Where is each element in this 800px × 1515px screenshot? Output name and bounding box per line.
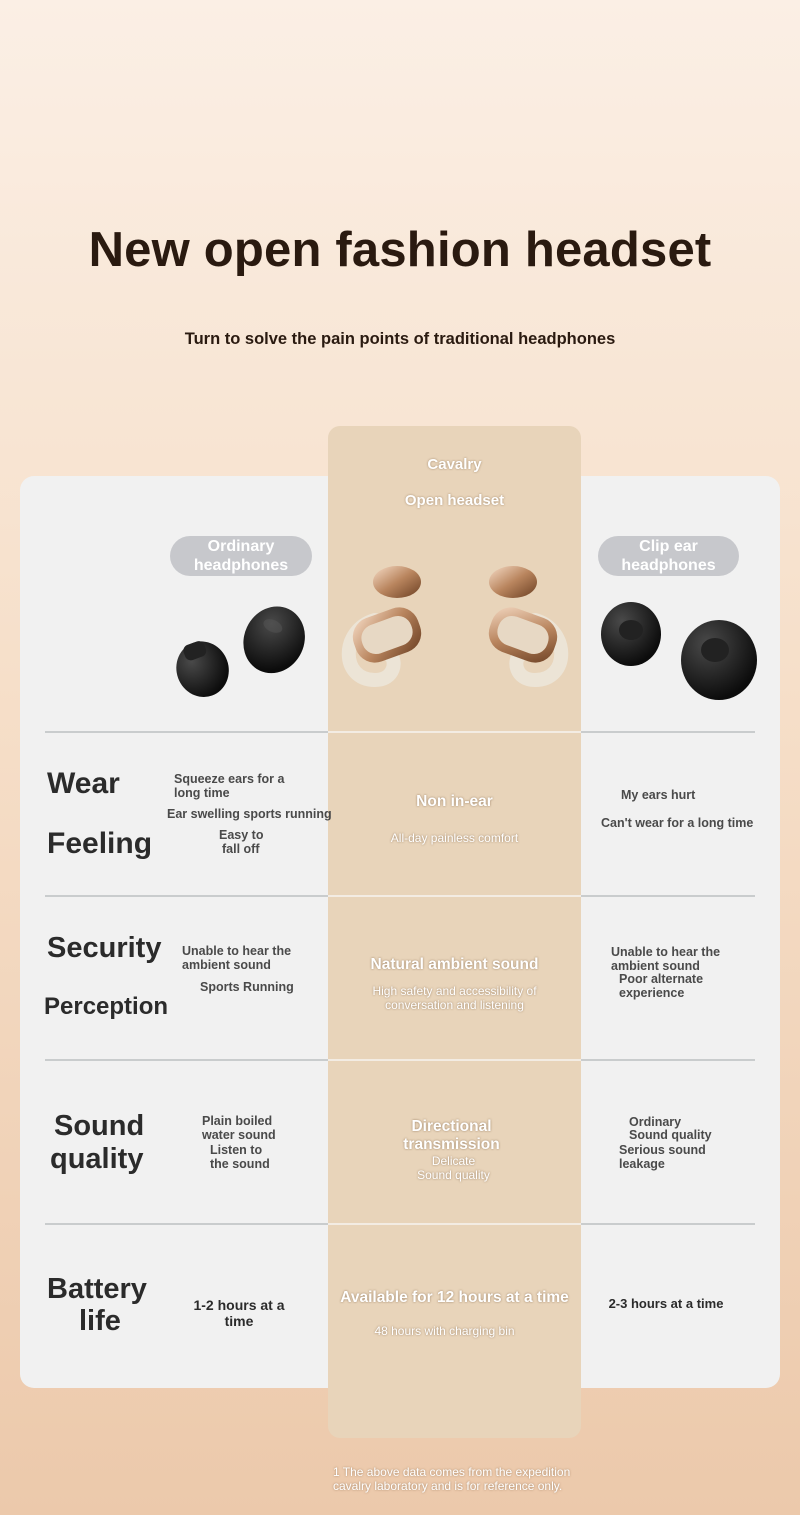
ordinary-security-text-1: Unable to hear the	[182, 944, 292, 958]
black-clip-ear-earbuds-icon	[595, 598, 765, 708]
cavalry-product-label: Open headset	[404, 492, 505, 509]
row-divider-highlight	[328, 895, 581, 897]
cavalry-security-sub-2: conversation and listening	[385, 998, 524, 1012]
ordinary-security-text-3: Sports Running	[200, 980, 294, 994]
cavalry-brand-label: Cavalry	[427, 456, 482, 473]
row-label-wear: Wear	[47, 767, 120, 800]
ordinary-headphones-tag	[170, 536, 312, 576]
clip-tag-line1: Clip ear	[639, 538, 698, 555]
cavalry-sound-sub-1: Delicate	[431, 1154, 476, 1168]
ordinary-security-text-2: ambient sound	[182, 958, 271, 972]
clip-battery-text: 2-3 hours at a time	[608, 1296, 724, 1311]
row-label-quality: quality	[50, 1143, 144, 1175]
row-label-perception: Perception	[44, 993, 169, 1020]
footnote-line-2: cavalry laboratory and is for reference only.	[333, 1479, 563, 1493]
cavalry-battery-sub: 48 hours with charging bin	[374, 1324, 515, 1338]
row-label-feeling: Feeling	[47, 827, 153, 860]
clip-wear-text-1: My ears hurt	[621, 788, 696, 802]
clip-security-text-1: Unable to hear the	[611, 945, 721, 959]
row-label-battery: Battery	[47, 1273, 147, 1305]
row-divider-highlight	[328, 1059, 581, 1061]
clip-tag-line2: headphones	[621, 557, 716, 574]
cavalry-security-main: Natural ambient sound	[370, 956, 539, 973]
clip-security-text-4: experience	[619, 986, 685, 1000]
clip-wear-text-2: Can't wear for a long time	[601, 816, 754, 830]
ordinary-sound-text-2: water sound	[202, 1128, 276, 1142]
ordinary-tag-line2: headphones	[193, 557, 289, 574]
ordinary-wear-text-3: Ear swelling sports running	[167, 807, 332, 821]
row-divider-highlight	[328, 1223, 581, 1225]
ordinary-wear-text-1: Squeeze ears for a	[174, 772, 285, 786]
ordinary-battery-text-2: time	[224, 1313, 254, 1329]
page-title: New open fashion headset	[88, 223, 712, 277]
ordinary-wear-text-4: Easy to	[219, 828, 264, 842]
clip-security-text-2: ambient sound	[611, 959, 700, 973]
clip-ear-headphones-tag	[598, 536, 739, 576]
footnote	[333, 1465, 593, 1493]
cavalry-sound-main-2: transmission	[403, 1136, 500, 1153]
clip-security-text-3: Poor alternate	[619, 972, 704, 986]
clip-sound-text-1: Ordinary	[629, 1115, 682, 1129]
ordinary-wear-text-5: fall off	[222, 842, 260, 856]
ordinary-battery-text-1: 1-2 hours at a	[193, 1297, 285, 1313]
ordinary-sound-text-3: Listen to	[210, 1143, 263, 1157]
row-label-sound: Sound	[54, 1110, 145, 1142]
cavalry-wear-main: Non in-ear	[416, 793, 493, 810]
clip-sound-text-3: Serious sound	[619, 1143, 706, 1157]
ordinary-sound-text-4: the sound	[210, 1157, 270, 1171]
page-subtitle: Turn to solve the pain points of traditional headphones	[184, 330, 616, 348]
row-divider-highlight	[328, 731, 581, 733]
footnote-line-1: 1 The above data comes from the expedition	[333, 1465, 571, 1479]
ordinary-tag-line1: Ordinary	[207, 538, 275, 555]
cavalry-sound-main-1: Directional	[411, 1118, 492, 1135]
cavalry-security-sub-1: High safety and accessibility of	[372, 984, 537, 998]
row-label-security: Security	[47, 932, 162, 964]
cavalry-battery-main: Available for 12 hours at a time	[340, 1289, 569, 1306]
cavalry-wear-sub: All-day painless comfort	[390, 831, 519, 845]
cavalry-sound-sub-2: Sound quality	[417, 1168, 490, 1182]
clip-sound-text-4: leakage	[619, 1157, 665, 1171]
clip-sound-text-2: Sound quality	[629, 1128, 712, 1142]
ordinary-wear-text-2: long time	[174, 786, 230, 800]
black-in-ear-earbuds-icon	[160, 598, 320, 708]
row-label-life: life	[79, 1305, 121, 1337]
open-ear-hook-headset-icon	[335, 560, 575, 690]
ordinary-sound-text-1: Plain boiled	[202, 1114, 273, 1128]
